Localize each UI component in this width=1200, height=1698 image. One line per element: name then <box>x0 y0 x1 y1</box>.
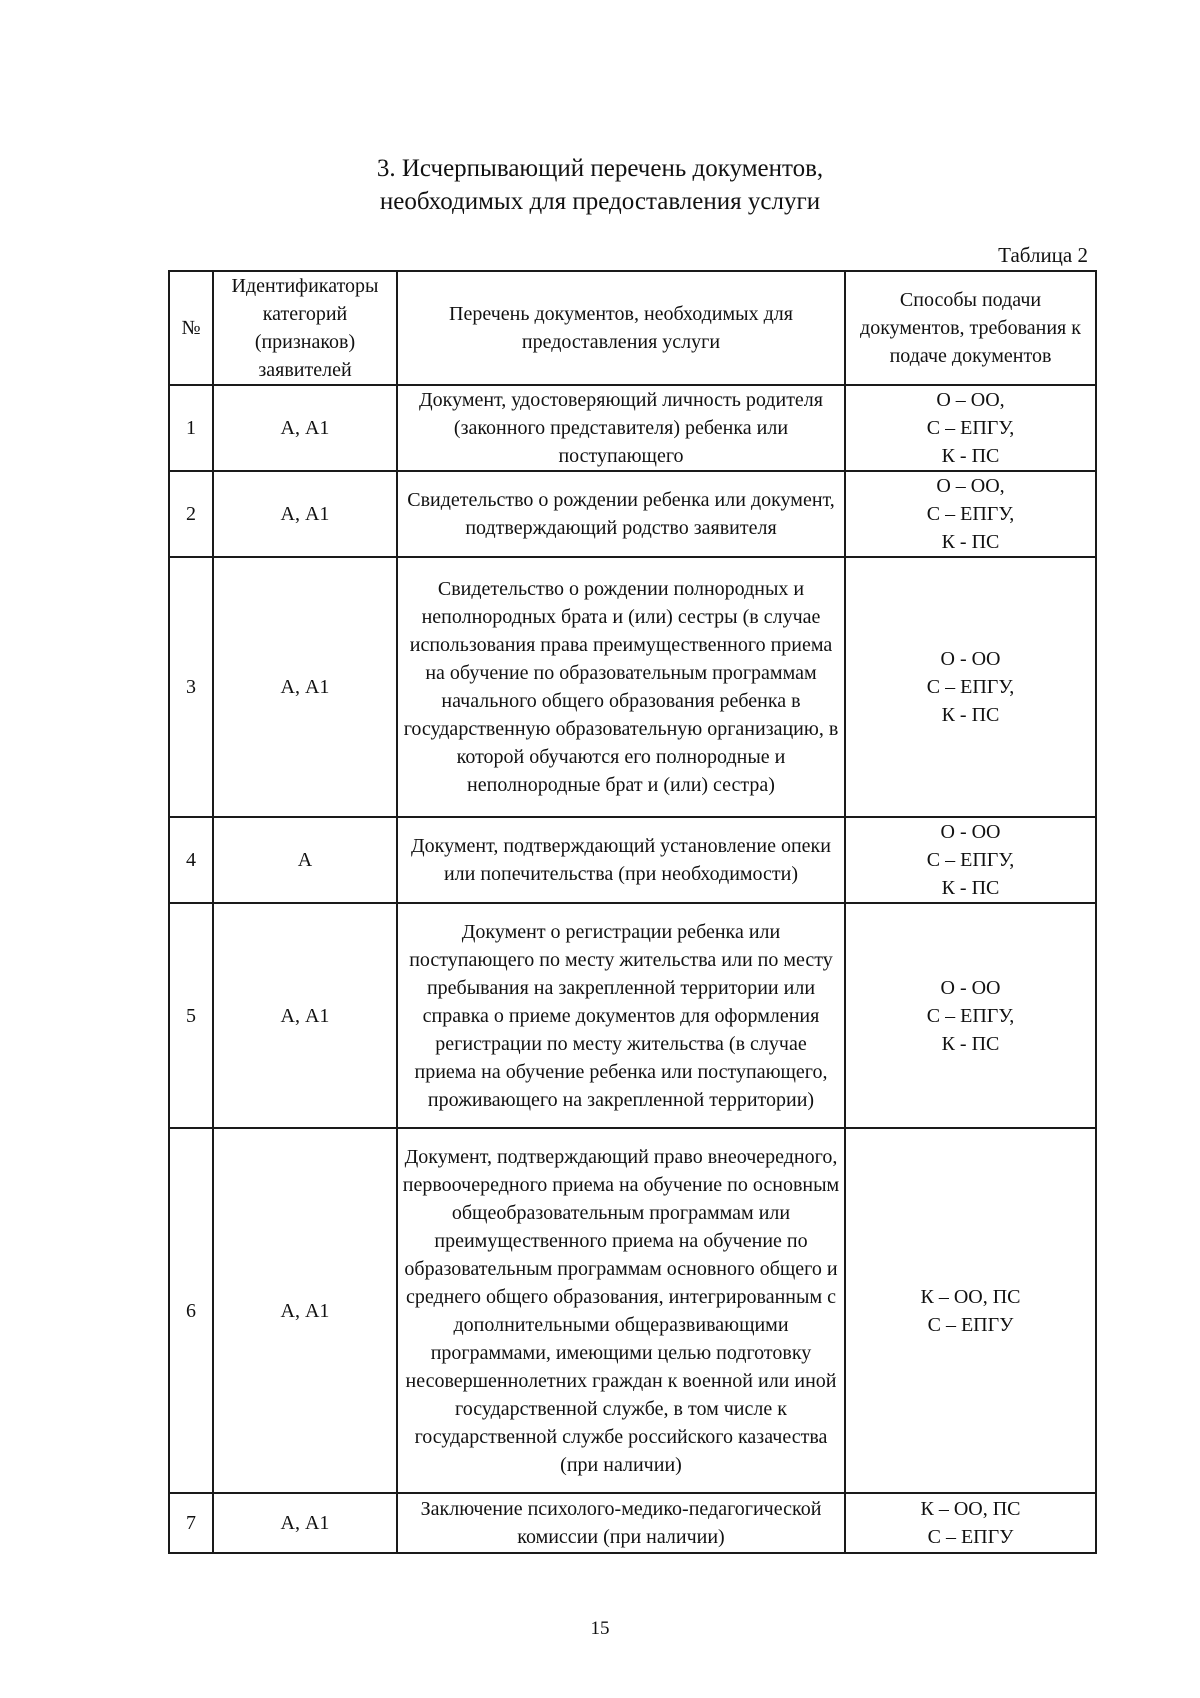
row-document: Документ, подтверждающий право внеочередного, первоочередного приема на обучение по основным общеобразовательным программам или преимущественного приема на обучение по образовательным программам основного общего и среднего общего образования, интегрированным с дополнительными общеразвивающими программами, имеющими целью подготовку несовершеннолетних граждан к военной или иной государственной службе, в том числе к государственной службе российского казачества (при наличии) <box>397 1128 845 1493</box>
row-submission: К – ОО, ПС С – ЕПГУ <box>845 1128 1096 1493</box>
row-submission: О – ОО, С – ЕПГУ, К - ПС <box>845 385 1096 471</box>
table-label: Таблица 2 <box>998 243 1088 267</box>
header-identifiers: Идентификаторы категорий (признаков) заявителей <box>213 271 397 385</box>
row-submission: О - ОО С – ЕПГУ, К - ПС <box>845 557 1096 817</box>
document-heading <box>0 152 1200 218</box>
table-row <box>169 385 1096 471</box>
row-number: 7 <box>169 1493 213 1553</box>
header-number: № <box>169 271 213 385</box>
row-number: 1 <box>169 385 213 471</box>
row-submission: О – ОО, С – ЕПГУ, К - ПС <box>845 471 1096 557</box>
row-number: 5 <box>169 903 213 1128</box>
heading-line-2: необходимых для предоставления услуги <box>379 188 821 215</box>
row-identifiers: А, А1 <box>213 903 397 1128</box>
row-identifiers: А, А1 <box>213 471 397 557</box>
row-submission: О - ОО С – ЕПГУ, К - ПС <box>845 903 1096 1128</box>
table-row <box>169 1128 1096 1493</box>
row-document: Документ, подтверждающий установление опеки или попечительства (при необходимости) <box>397 817 845 903</box>
row-document: Свидетельство о рождении ребенка или документ, подтверждающий родство заявителя <box>397 471 845 557</box>
table-row <box>169 817 1096 903</box>
row-identifiers: А, А1 <box>213 385 397 471</box>
row-submission: К – ОО, ПС С – ЕПГУ <box>845 1493 1096 1553</box>
row-submission: О - ОО С – ЕПГУ, К - ПС <box>845 817 1096 903</box>
row-document: Документ, удостоверяющий личность родителя (законного представителя) ребенка или поступающего <box>397 385 845 471</box>
header-documents: Перечень документов, необходимых для предоставления услуги <box>397 271 845 385</box>
header-submission: Способы подачи документов, требования к подаче документов <box>845 271 1096 385</box>
row-number: 2 <box>169 471 213 557</box>
row-identifiers: А <box>213 817 397 903</box>
page-number: 15 <box>590 1618 610 1639</box>
table-header-row <box>169 271 1096 385</box>
heading-line-1: 3. Исчерпывающий перечень документов, <box>376 155 824 182</box>
row-document: Документ о регистрации ребенка или поступающего по месту жительства или по месту пребывания на закрепленной территории или справка о приеме документов для оформления регистрации по месту жительства (в случае приема на обучение ребенка или поступающего, проживающего на закрепленной территории) <box>397 903 845 1128</box>
row-number: 6 <box>169 1128 213 1493</box>
table-row <box>169 471 1096 557</box>
row-number: 3 <box>169 557 213 817</box>
table-row <box>169 557 1096 817</box>
row-identifiers: А, А1 <box>213 1128 397 1493</box>
table-row <box>169 1493 1096 1553</box>
row-identifiers: А, А1 <box>213 557 397 817</box>
row-identifiers: А, А1 <box>213 1493 397 1553</box>
row-document: Свидетельство о рождении полнородных и неполнородных брата и (или) сестры (в случае использования права преимущественного приема на обучение по образовательным программам начального общего образования ребенка в государственную образовательную организацию, в которой обучаются его полнородные и неполнородные брат и (или) сестра) <box>397 557 845 817</box>
table-row <box>169 903 1096 1128</box>
documents-table <box>168 270 1097 1554</box>
row-document: Заключение психолого-медико-педагогической комиссии (при наличии) <box>397 1493 845 1553</box>
row-number: 4 <box>169 817 213 903</box>
